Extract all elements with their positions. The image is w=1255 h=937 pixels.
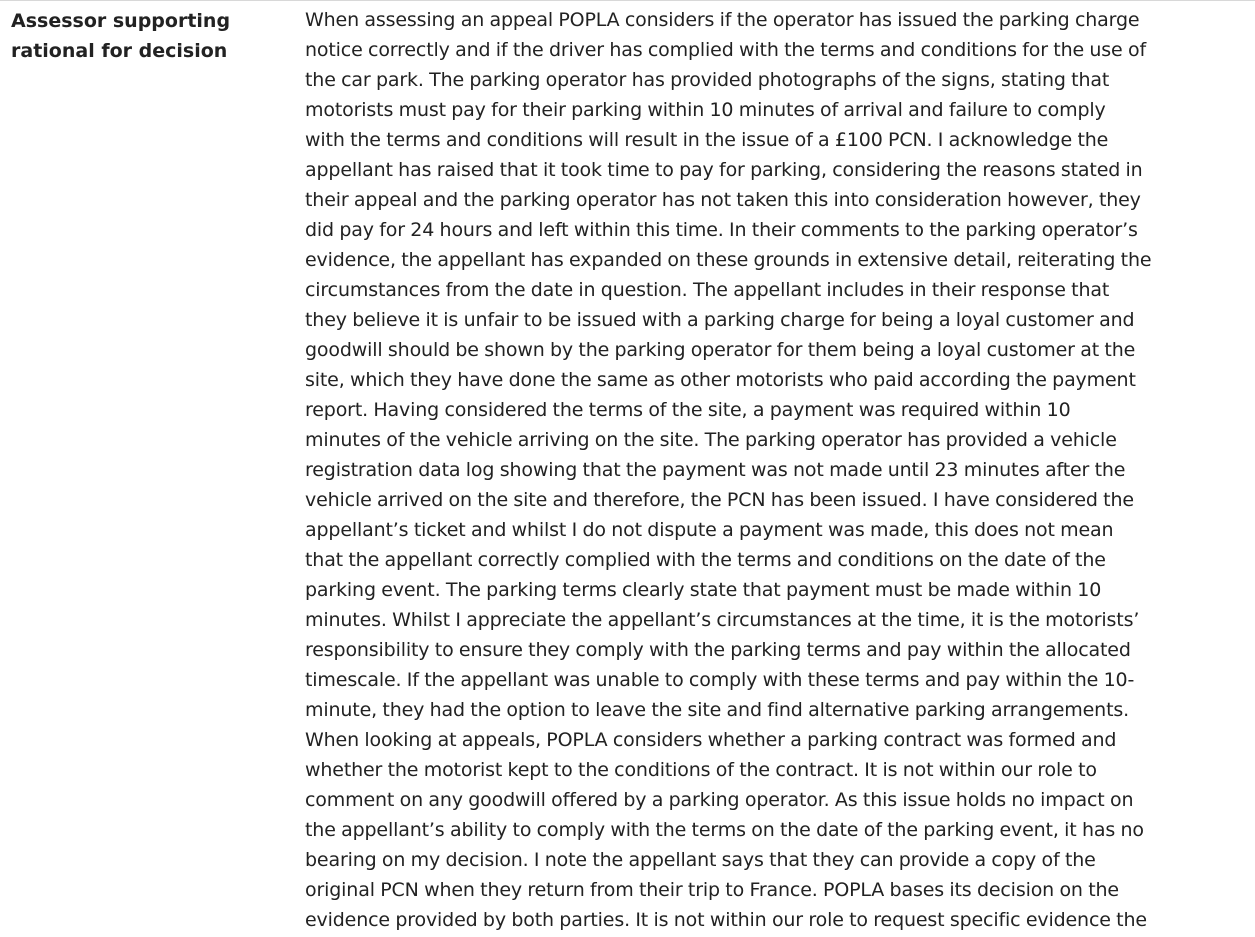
row-label-line-1: Assessor supporting (11, 10, 231, 32)
decision-text-line: minutes of the vehicle arriving on the site. The parking operator has provided a vehicle (305, 429, 1117, 451)
decision-text-line: minutes. Whilst I appreciate the appellant’s circumstances at the time, it is the motorists’ (305, 609, 1140, 631)
row-label (11, 6, 251, 66)
decision-text-line: bearing on my decision. I note the appellant says that they can provide a copy of the (305, 849, 1096, 871)
decision-text-line: When assessing an appeal POPLA considers if the operator has issued the parking charge (305, 9, 1140, 31)
decision-text-line: their appeal and the parking operator has not taken this into consideration however, they (305, 189, 1141, 211)
decision-text (305, 5, 1153, 935)
row-label-line-2: rational for decision (11, 40, 228, 62)
decision-text-line: minute, they had the option to leave the site and find alternative parking arrangements. (305, 699, 1130, 721)
decision-text-line: comment on any goodwill offered by a parking operator. As this issue holds no impact on (305, 789, 1134, 811)
decision-text-line: appellant’s ticket and whilst I do not dispute a payment was made, this does not mean (305, 519, 1114, 541)
decision-text-line: evidence, the appellant has expanded on these grounds in extensive detail, reiterating the (305, 249, 1152, 271)
decision-text-line: did pay for 24 hours and left within this time. In their comments to the parking operator’s (305, 219, 1138, 241)
decision-text-line: responsibility to ensure they comply with the parking terms and pay within the allocated (305, 639, 1131, 661)
decision-text-line: motorists must pay for their parking within 10 minutes of arrival and failure to comply (305, 99, 1106, 121)
decision-text-line: they believe it is unfair to be issued with a parking charge for being a loyal customer and (305, 309, 1135, 331)
decision-text-line: the appellant’s ability to comply with the terms on the date of the parking event, it has no (305, 819, 1144, 841)
decision-text-line: parking event. The parking terms clearly state that payment must be made within 10 (305, 579, 1102, 601)
decision-text-line: appellant has raised that it took time to pay for parking, considering the reasons stated in (305, 159, 1143, 181)
decision-text-line: circumstances from the date in question. The appellant includes in their response that (305, 279, 1110, 301)
decision-text-line: timescale. If the appellant was unable to comply with these terms and pay within the 10- (305, 669, 1135, 691)
decision-text-line: the car park. The parking operator has provided photographs of the signs, stating that (305, 69, 1110, 91)
decision-text-line: goodwill should be shown by the parking operator for them being a loyal customer at the (305, 339, 1136, 361)
decision-text-line: registration data log showing that the payment was not made until 23 minutes after the (305, 459, 1126, 481)
decision-text-line: that the appellant correctly complied with the terms and conditions on the date of the (305, 549, 1106, 571)
decision-text-line: whether the motorist kept to the conditions of the contract. It is not within our role to (305, 759, 1097, 781)
decision-text-line: report. Having considered the terms of the site, a payment was required within 10 (305, 399, 1071, 421)
decision-text-line: vehicle arrived on the site and therefore, the PCN has been issued. I have considered the (305, 489, 1134, 511)
decision-text-line: with the terms and conditions will result in the issue of a £100 PCN. I acknowledge the (305, 129, 1109, 151)
decision-text-line: notice correctly and if the driver has complied with the terms and conditions for the use of (305, 39, 1146, 61)
decision-text-line: When looking at appeals, POPLA considers whether a parking contract was formed and (305, 729, 1117, 751)
decision-text-line: site, which they have done the same as other motorists who paid according the payment (305, 369, 1136, 391)
decision-text-line: original PCN when they return from their trip to France. POPLA bases its decision on the (305, 879, 1119, 901)
decision-text-line: evidence provided by both parties. It is not within our role to request specific evidence the (305, 909, 1147, 931)
